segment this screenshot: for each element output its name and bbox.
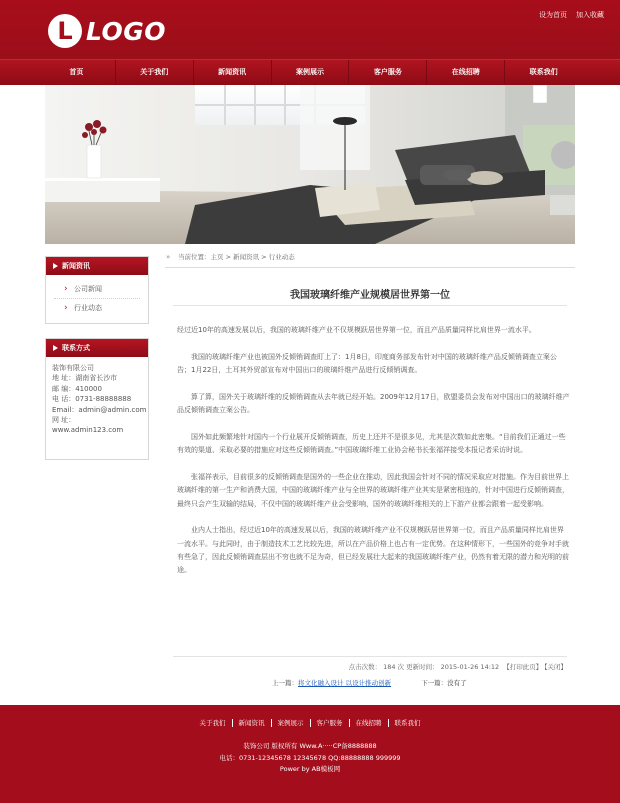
site-footer (0, 705, 620, 803)
article-title: 我国玻璃纤维产业规模居世界第一位 (290, 290, 450, 301)
nav-item-cases[interactable]: 案例展示 (272, 60, 350, 85)
article-paragraph: 国外如此频繁地针对国内一个行业展开反倾销调查，历史上还并不是很多见，尤其是次数如此密集。“目前我们正通过一些有效的渠道、采取必要的措施应对这些反倾销调查。”中国玻璃纤维工业协会秘书长张福祥接受本报记者采访时说。 (177, 432, 566, 455)
updated-label: 次 更新时间： (397, 663, 439, 671)
article-paragraph: 业内人士指出，经过近10年的高速发展以后，我国的玻璃纤维产业不仅规模跃居世界第一位，而且产品质量同样比肩世界一流水平。与此同时，由于制造技术工艺比较先进，所以在产品价格上也占有一定优势。在这种情形下，一些国外的竞争对手就有些急了，因此反倾销调查层出不穷也就不足为奇，但已经发展壮大起来的我国玻璃纤维产业，仍然有着无限的潜力和光明的前途。 (177, 526, 569, 575)
footer-link-contact[interactable]: 联系我们 (394, 719, 421, 727)
nav-item-jobs[interactable]: 在线招聘 (427, 60, 505, 85)
article-paragraph: 算了算，国外关于玻璃纤维的反倾销调查从去年就已经开始。2009年12月17日，欧盟委员会发布对中国出口的玻璃纤维产品反倾销调查立案公告。 (177, 392, 570, 415)
breadcrumb-separator: > (223, 253, 234, 261)
contact-email: Email：admin@admin.com (52, 405, 147, 414)
contact-website-label: 网 址： (52, 416, 76, 425)
breadcrumb-home[interactable]: 主页 (210, 253, 224, 261)
nav-item-news[interactable]: 新闻资讯 (194, 60, 272, 85)
breadcrumb-industry[interactable]: 行业动态 (268, 253, 295, 261)
close-link[interactable]: 【关闭】 (544, 663, 567, 671)
breadcrumb (165, 252, 575, 268)
sidebar-item-industry-news[interactable]: › 行业动态 (54, 299, 140, 318)
sidebar-item-company-news[interactable]: › 公司新闻 (54, 280, 140, 299)
contact-address: 地 址：湖南省长沙市 (52, 374, 118, 383)
title-divider (173, 305, 567, 306)
footer-copyright: 装饰公司 版权所有 Www.A·····CP备8888888 (243, 742, 377, 750)
top-links (539, 10, 604, 20)
next-label: 下一篇： (421, 679, 448, 687)
article-paragraph: 我国的玻璃纤维产业也被国外反倾销调查盯上了：1月8日，印度商务部发布针对中国的玻璃纤维产品反倾销调查立案公告；1月22日，土耳其外贸部宣布对中国出口的玻璃纤维产品进行反倾销调查。 (177, 352, 557, 375)
banner-image (45, 85, 575, 244)
sidebar-news-box (45, 256, 149, 324)
breadcrumb-prefix: 当前位置： (178, 253, 211, 261)
clicks-label: 点击次数： (348, 663, 382, 671)
set-homepage-link[interactable]: 设为首页 (539, 11, 567, 19)
print-link[interactable]: 【打印此页】 (503, 663, 543, 671)
sidebar-news-title: 新闻资讯 (46, 257, 148, 275)
next-article-link[interactable]: 没有了 (447, 679, 467, 687)
breadcrumb-news[interactable]: 新闻资讯 (233, 253, 260, 261)
contact-company: 装饰有限公司 (52, 364, 94, 372)
contact-phone: 电 话：0731-88888888 (52, 395, 132, 404)
add-favorite-link[interactable]: 加入收藏 (576, 11, 604, 19)
next-article (421, 678, 467, 687)
sidebar-contact-title: 联系方式 (46, 339, 148, 357)
article-meta (173, 656, 567, 671)
nav-item-home[interactable]: 首页 (38, 60, 116, 85)
footer-link-service[interactable]: 客户服务 (311, 719, 350, 727)
logo-text: LOGO (86, 16, 167, 46)
footer-contact: 电话：0731-12345678 12345678 QQ:88888888 999999 (219, 753, 401, 762)
prev-article (272, 678, 391, 687)
site-logo[interactable] (48, 13, 166, 49)
nav-item-service[interactable]: 客户服务 (349, 60, 427, 85)
nav-item-contact[interactable]: 联系我们 (529, 68, 558, 76)
prev-article-link[interactable]: 将文化融入设计 以设计推动创新 (298, 679, 392, 687)
prev-label: 上一篇： (272, 679, 298, 687)
footer-nav (0, 719, 620, 727)
footer-powered-by: Power by AB模板网 (279, 765, 341, 773)
breadcrumb-separator: > (259, 253, 269, 261)
logo-mark: L (48, 14, 82, 48)
article-paragraph: 张福祥表示，目前很多的反倾销调查是国外的一些企业在推动，因此我国会针对不同的情况采取应对措施。作为目前世界上玻璃纤维的第一生产和消费大国，中国的玻璃纤维产业与全世界的玻璃纤维产业其实是紧密相连的，针对中国进行反倾销调查，最终只会产生双输的结局，不仅中国的玻璃纤维产业会受影响，国外的玻璃纤维相关的上下游产业都会跟着一起受影响。 (177, 473, 569, 508)
sidebar-contact-box (45, 338, 149, 460)
footer-info (0, 741, 620, 776)
clicks-count: 184 (383, 663, 396, 671)
living-room-photo (45, 85, 575, 244)
footer-link-about[interactable]: 关于我们 (194, 719, 233, 727)
contact-postcode: 邮 编：410000 (52, 384, 102, 393)
footer-link-news[interactable]: 新闻资讯 (233, 719, 272, 727)
main-nav (0, 59, 620, 85)
prev-next-nav (272, 678, 467, 687)
article-paragraph: 经过近10年的高速发展以后，我国的玻璃纤维产业不仅规模跃居世界第一位，而且产品质量同样比肩世界一流水平。 (177, 326, 536, 334)
footer-link-cases[interactable]: 案例展示 (272, 719, 311, 727)
footer-link-jobs[interactable]: 在线招聘 (350, 719, 389, 727)
site-header (0, 0, 620, 85)
nav-item-about[interactable]: 关于我们 (116, 60, 194, 85)
contact-website[interactable]: www.admin123.com (52, 426, 124, 435)
article-body (177, 324, 570, 591)
updated-time: 2015-01-26 14:12 (440, 663, 500, 671)
